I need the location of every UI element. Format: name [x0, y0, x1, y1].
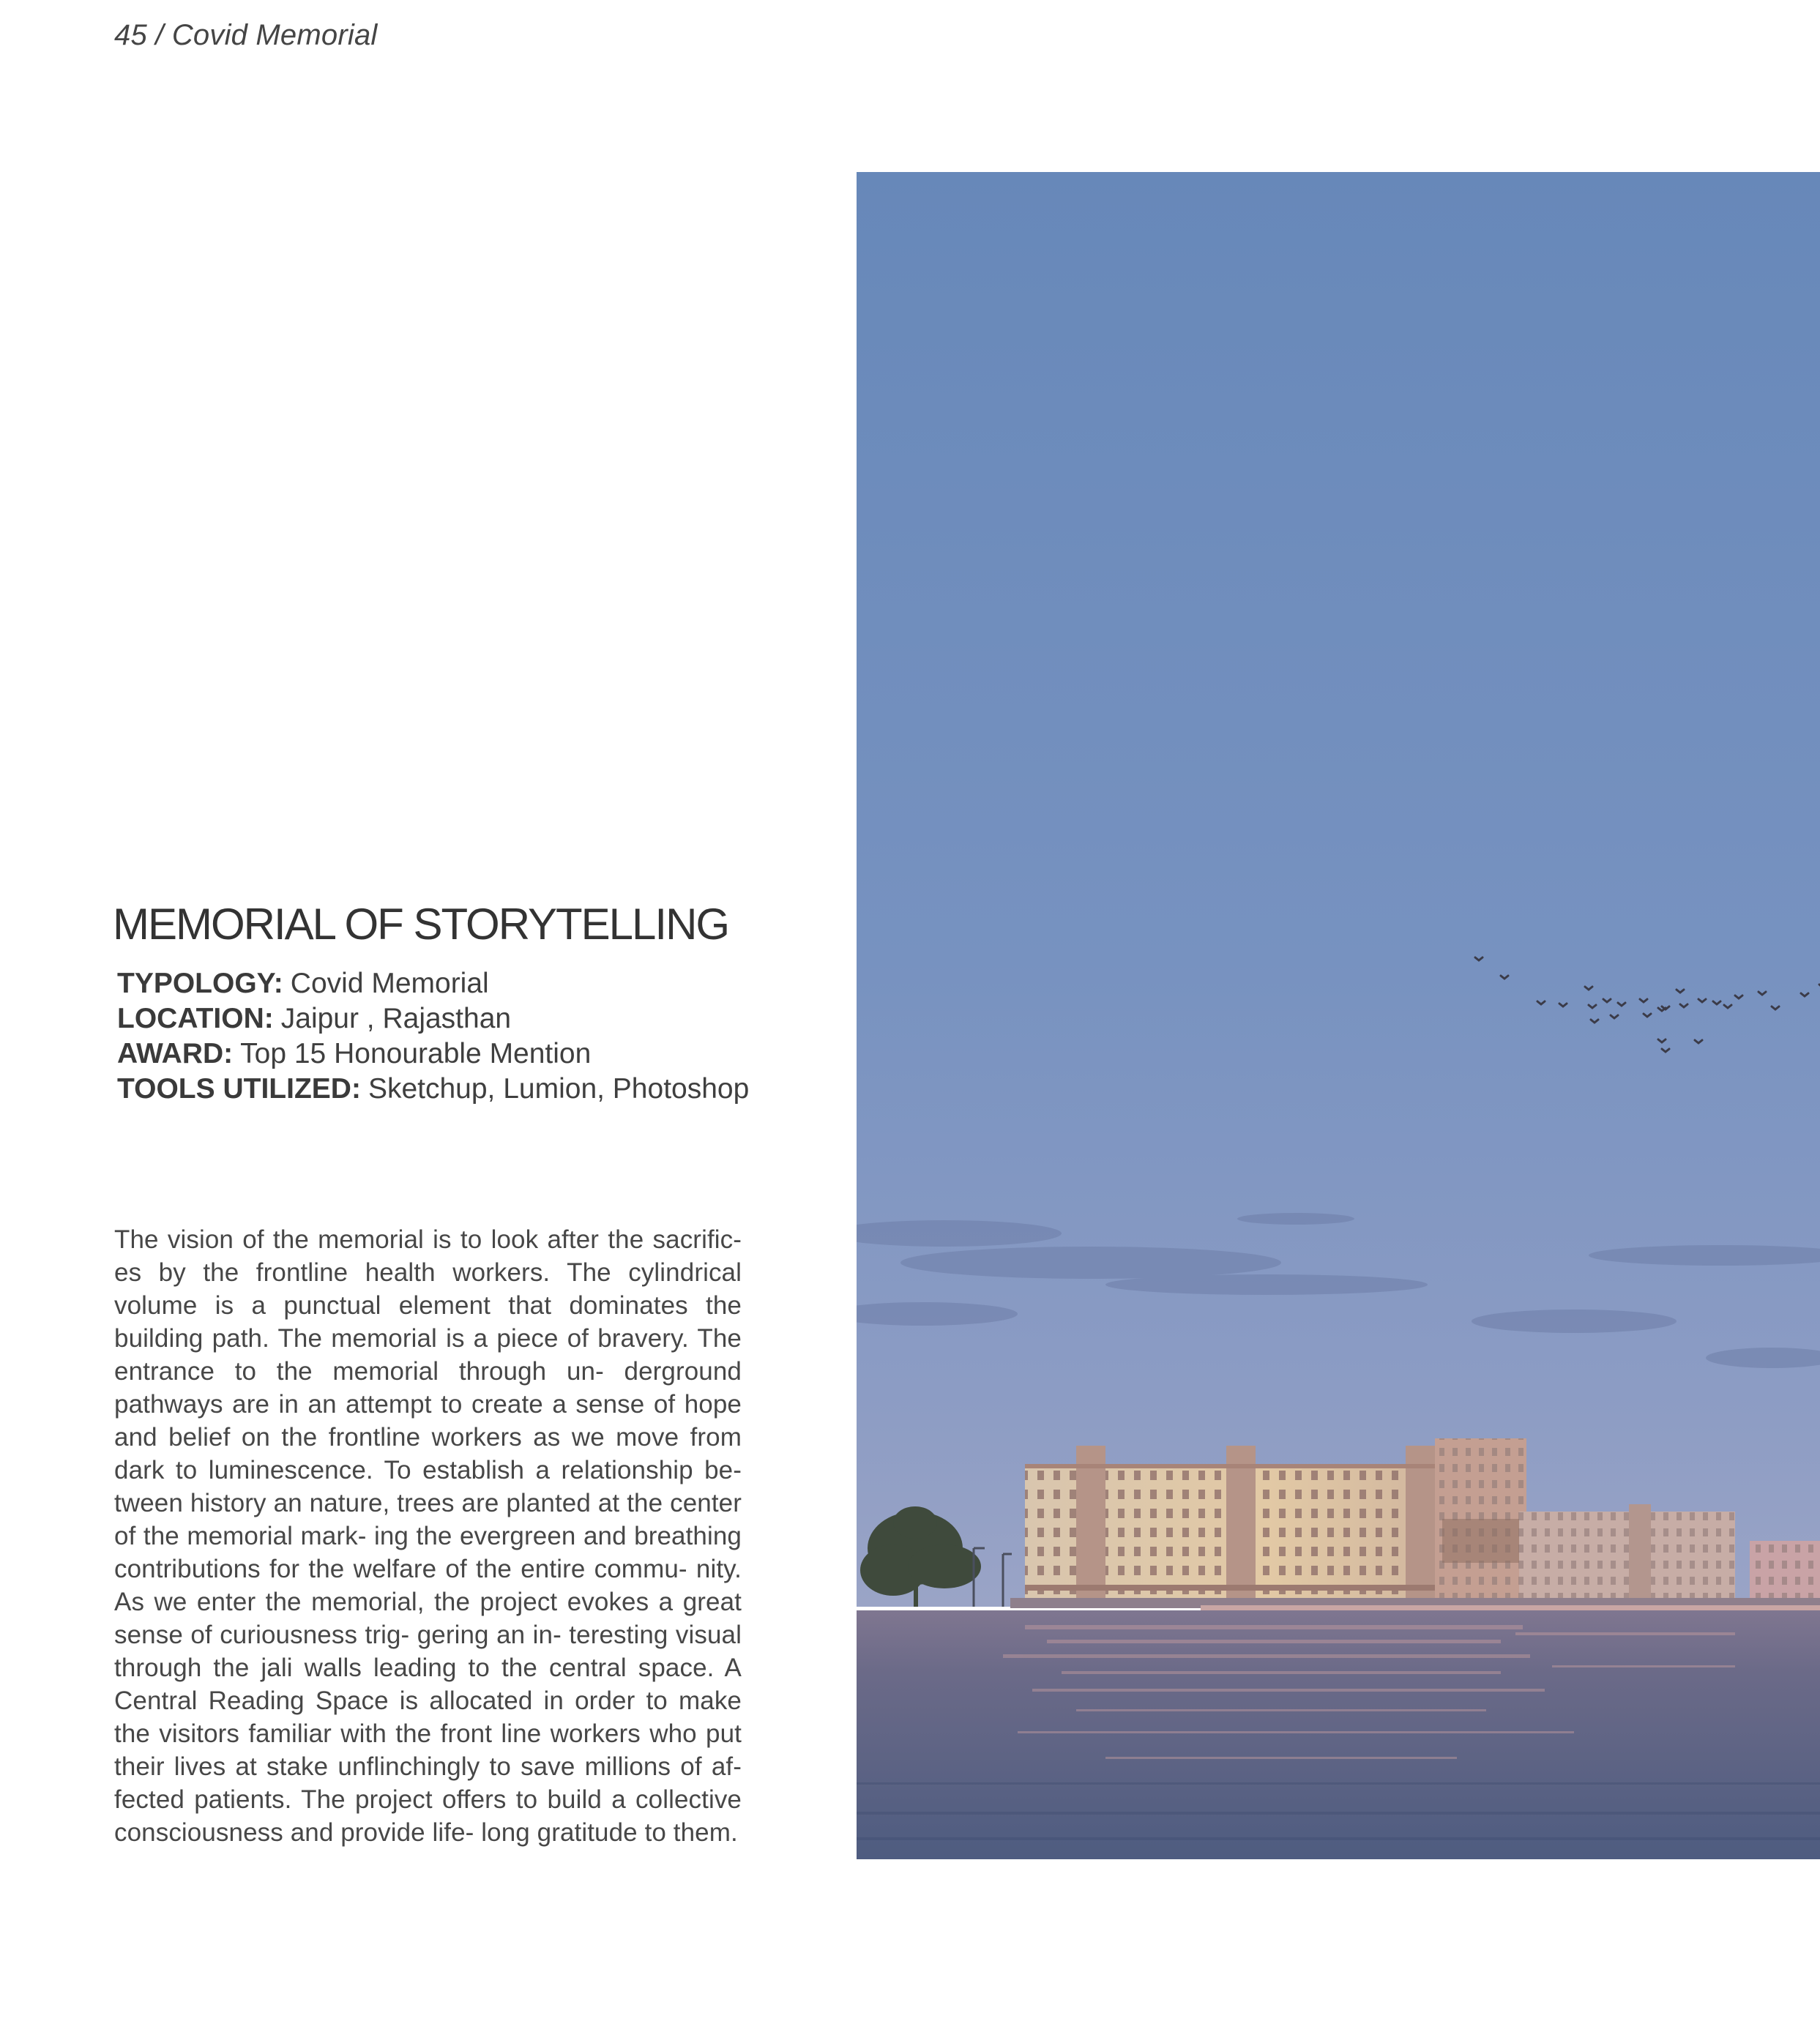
detail-value: Top 15 Honourable Mention	[240, 1038, 592, 1069]
memorial-render-photo	[857, 172, 1820, 1859]
project-description: The vision of the memorial is to look after the sacrific- es by the frontline health workers. The cylindrical volume is a punctual element that dominates the building path. The memorial is a piece of bravery. The entrance to the memorial through un- derground pathways are in an attempt to create a sense of hope and belief on the frontline workers as we move from dark to luminescence. To establish a relationship be- tween history an nature, trees are planted at the center of the memorial mark- ing the evergreen and breathing contributions for the welfare of the entire commu- nity. As we enter the memorial, the project evokes a great sense of curiousness trig- gering an in- teresting visual through the jali walls leading to the central space. A Central Reading Space is allocated in order to make the visitors familiar with the front line workers who put their lives at stake unflinchingly to save millions of af- fected patients. The project offers to build a collective consciousness and provide life- long gratitude to them.	[114, 1225, 742, 1847]
detail-typology	[117, 966, 749, 1001]
detail-tools	[117, 1072, 749, 1107]
project-details	[117, 966, 749, 1107]
detail-key: AWARD:	[117, 1038, 234, 1069]
secondary-building	[1519, 1504, 1735, 1607]
detail-location	[117, 1001, 749, 1036]
sky	[857, 172, 1820, 1607]
detail-value: Sketchup, Lumion, Photoshop	[368, 1073, 750, 1105]
project-title: MEMORIAL OF STORYTELLING	[113, 900, 729, 949]
detail-key: TOOLS UTILIZED:	[117, 1073, 361, 1105]
page-header: 45 / Covid Memorial	[114, 19, 378, 51]
far-building	[1750, 1541, 1820, 1607]
detail-key: TYPOLOGY:	[117, 968, 283, 999]
detail-value: Jaipur , Rajasthan	[280, 1003, 512, 1034]
water	[857, 1610, 1820, 1859]
detail-value: Covid Memorial	[290, 968, 489, 999]
detail-award	[117, 1036, 749, 1072]
detail-key: LOCATION:	[117, 1003, 274, 1034]
